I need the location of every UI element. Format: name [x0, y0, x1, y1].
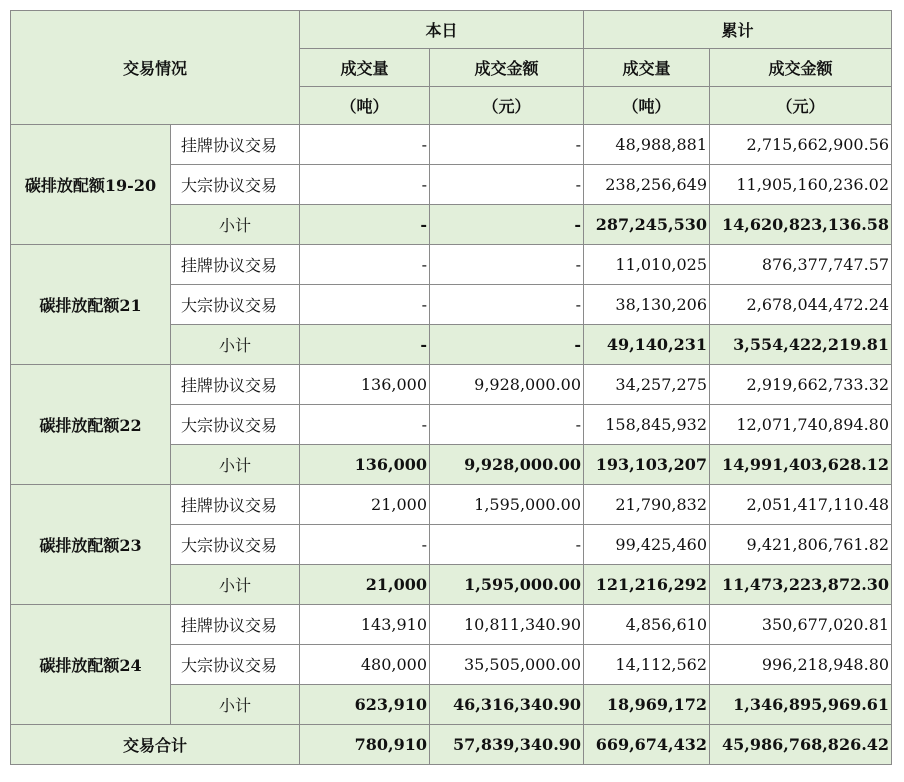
group-name: 碳排放配额21	[11, 245, 171, 365]
today-volume: -	[300, 285, 430, 325]
table-row	[11, 485, 892, 525]
subtotal-label: 小计	[171, 685, 300, 725]
group-name: 碳排放配额24	[11, 605, 171, 725]
cum-amount: 350,677,020.81	[710, 605, 892, 645]
subtotal-label: 小计	[171, 445, 300, 485]
today-amount: -	[430, 405, 584, 445]
cum-volume: 99,425,460	[584, 525, 710, 565]
trade-type: 挂牌协议交易	[171, 365, 300, 405]
grand-total-row	[11, 725, 892, 765]
table-row	[11, 125, 892, 165]
trading-summary-table	[10, 10, 892, 765]
trade-type: 大宗协议交易	[171, 285, 300, 325]
cum-volume: 49,140,231	[584, 325, 710, 365]
cum-volume: 238,256,649	[584, 165, 710, 205]
table-row	[11, 245, 892, 285]
today-volume: 480,000	[300, 645, 430, 685]
cum-amount: 2,051,417,110.48	[710, 485, 892, 525]
cum-volume: 193,103,207	[584, 445, 710, 485]
trade-type: 大宗协议交易	[171, 525, 300, 565]
today-amount-header: 成交金额	[430, 49, 584, 87]
grand-today-volume: 780,910	[300, 725, 430, 765]
cum-amount: 11,905,160,236.02	[710, 165, 892, 205]
row-label-header: 交易情况	[11, 11, 300, 125]
cum-amount: 9,421,806,761.82	[710, 525, 892, 565]
cum-volume: 34,257,275	[584, 365, 710, 405]
today-amount: 35,505,000.00	[430, 645, 584, 685]
cum-amount: 2,919,662,733.32	[710, 365, 892, 405]
subtotal-label: 小计	[171, 325, 300, 365]
header-row-1	[11, 11, 892, 49]
cum-amount: 2,678,044,472.24	[710, 285, 892, 325]
today-volume: 136,000	[300, 445, 430, 485]
today-volume: 623,910	[300, 685, 430, 725]
group-name: 碳排放配额22	[11, 365, 171, 485]
cum-volume: 11,010,025	[584, 245, 710, 285]
today-volume: 143,910	[300, 605, 430, 645]
today-amount: 46,316,340.90	[430, 685, 584, 725]
today-volume: -	[300, 165, 430, 205]
today-amount-unit: （元）	[430, 87, 584, 125]
grand-cum-volume: 669,674,432	[584, 725, 710, 765]
cum-volume: 14,112,562	[584, 645, 710, 685]
today-volume: -	[300, 325, 430, 365]
trade-type: 挂牌协议交易	[171, 245, 300, 285]
table-body	[11, 125, 892, 765]
cum-volume-unit: （吨）	[584, 87, 710, 125]
trade-type: 挂牌协议交易	[171, 605, 300, 645]
today-header: 本日	[300, 11, 584, 49]
cum-amount: 2,715,662,900.56	[710, 125, 892, 165]
cum-amount: 12,071,740,894.80	[710, 405, 892, 445]
cum-volume-header: 成交量	[584, 49, 710, 87]
group-name: 碳排放配额19-20	[11, 125, 171, 245]
subtotal-label: 小计	[171, 565, 300, 605]
today-amount: -	[430, 125, 584, 165]
cum-volume: 287,245,530	[584, 205, 710, 245]
cumulative-header: 累计	[584, 11, 892, 49]
today-amount: 1,595,000.00	[430, 565, 584, 605]
trade-type: 大宗协议交易	[171, 165, 300, 205]
cum-amount: 1,346,895,969.61	[710, 685, 892, 725]
table-row	[11, 365, 892, 405]
today-volume-unit: （吨）	[300, 87, 430, 125]
group-name: 碳排放配额23	[11, 485, 171, 605]
cum-amount: 876,377,747.57	[710, 245, 892, 285]
today-amount: -	[430, 245, 584, 285]
today-volume: 136,000	[300, 365, 430, 405]
trade-type: 大宗协议交易	[171, 645, 300, 685]
today-amount: -	[430, 325, 584, 365]
cum-amount: 996,218,948.80	[710, 645, 892, 685]
trade-type: 挂牌协议交易	[171, 485, 300, 525]
cum-volume: 21,790,832	[584, 485, 710, 525]
today-amount: 9,928,000.00	[430, 445, 584, 485]
today-amount: 10,811,340.90	[430, 605, 584, 645]
today-amount: 1,595,000.00	[430, 485, 584, 525]
cum-amount: 14,991,403,628.12	[710, 445, 892, 485]
cum-amount: 11,473,223,872.30	[710, 565, 892, 605]
cum-volume: 18,969,172	[584, 685, 710, 725]
cum-amount-unit: （元）	[710, 87, 892, 125]
today-volume-header: 成交量	[300, 49, 430, 87]
today-amount: -	[430, 525, 584, 565]
trade-type: 大宗协议交易	[171, 405, 300, 445]
cum-volume: 121,216,292	[584, 565, 710, 605]
today-volume: 21,000	[300, 485, 430, 525]
today-amount: -	[430, 205, 584, 245]
today-amount: -	[430, 165, 584, 205]
grand-today-amount: 57,839,340.90	[430, 725, 584, 765]
trade-type: 挂牌协议交易	[171, 125, 300, 165]
cum-amount-header: 成交金额	[710, 49, 892, 87]
cum-volume: 4,856,610	[584, 605, 710, 645]
cum-volume: 48,988,881	[584, 125, 710, 165]
today-volume: -	[300, 205, 430, 245]
today-volume: 21,000	[300, 565, 430, 605]
today-amount: -	[430, 285, 584, 325]
cum-volume: 38,130,206	[584, 285, 710, 325]
today-volume: -	[300, 125, 430, 165]
subtotal-label: 小计	[171, 205, 300, 245]
grand-cum-amount: 45,986,768,826.42	[710, 725, 892, 765]
cum-volume: 158,845,932	[584, 405, 710, 445]
today-volume: -	[300, 245, 430, 285]
today-volume: -	[300, 405, 430, 445]
grand-total-label: 交易合计	[11, 725, 300, 765]
today-volume: -	[300, 525, 430, 565]
today-amount: 9,928,000.00	[430, 365, 584, 405]
cum-amount: 3,554,422,219.81	[710, 325, 892, 365]
cum-amount: 14,620,823,136.58	[710, 205, 892, 245]
table-row	[11, 605, 892, 645]
